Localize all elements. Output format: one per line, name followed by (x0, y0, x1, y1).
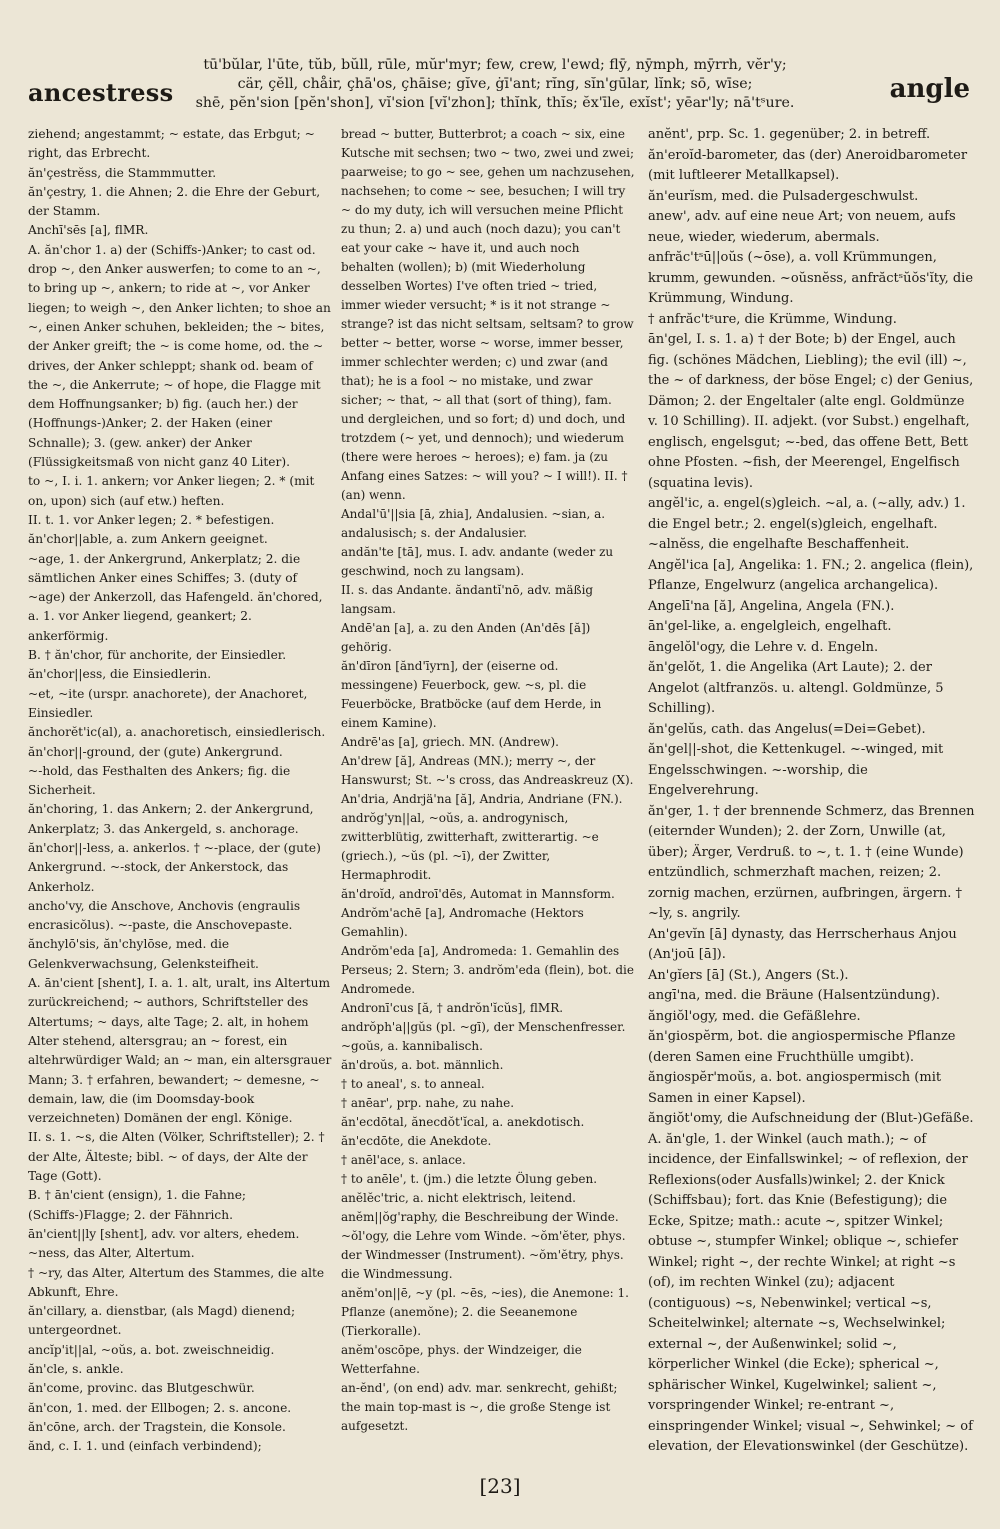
guide-word-left: ancestress (28, 78, 174, 107)
dictionary-entry: ăn'ecdōte, die Anekdote. (341, 1134, 492, 1148)
dictionary-entry: ān'gel-like, a. engelgleich, engelhaft. (648, 619, 892, 634)
dictionary-entry: ~et, ~ite (urspr. anachorete), der Anachoret, Einsiedler. (28, 686, 308, 720)
dictionary-entry: B. † ān'cient (ensign), 1. die Fahne; (Schiffs-)Flagge; 2. der Fähnrich. (28, 1188, 247, 1222)
dictionary-entry: A. ăn'chor 1. a) der (Schiffs-)Anker; to cast od. drop ~, den Anker auswerfen; to come to an ~, to bring up ~, ankern; to ride at ~, vor Anker liegen; to weigh ~, den Anker lichten; to shoe an ~, einen Anker schuhen, bekleiden; the ~ bites, der Anker greift; the ~ is come home, od. the ~ drives, der Anker schleppt; shank od. beam of the ~, die Ankerrute; ~ of hope, die Flagge mit dem Hoffnungsanker; b) fig. (auch her.) der (Hoffnungs-)Anker; 2. der Haken (einer Schnalle); 3. (gew. anker) der Anker (Flüssigkeitsmaß von nicht ganz 40 Liter). (28, 242, 331, 470)
dictionary-entry: ăn'ecdōtal, ănecdŏt'ĭcal, a. anekdotisch. (341, 1115, 585, 1129)
dictionary-entry: andăn'te [tā], mus. I. adv. andante (weder zu geschwind, noch zu langsam). (341, 545, 614, 578)
dictionary-entry: ān'cient||ly [shent], adv. vor alters, ehedem. ~ness, das Alter, Altertum. (28, 1226, 300, 1261)
dictionary-entry: anew', adv. auf eine neue Art; von neuem, aufs neue, wieder, wiederum, abermals. (648, 209, 956, 245)
dictionary-entry: ancĭp'it||al, ~oŭs, a. bot. zweischneidig. (28, 1342, 275, 1357)
dictionary-entry: ăn'chor||-less, a. ankerlos. † ~-place, der (gute) Ankergrund. ~-stock, der Ankerstock, das Ankerholz. (28, 840, 321, 894)
dictionary-entry: An'dria, Andrjä'na [ă], Andria, Andriane (FN.). (341, 792, 623, 806)
dictionary-entry: † to aneal', s. to anneal. (341, 1077, 485, 1091)
dictionary-entry: ăn'cōne, arch. der Tragstein, die Konsole. (28, 1419, 286, 1434)
dictionary-entry: Angelī'na [ă], Angelina, Angela (FN.). (648, 598, 895, 614)
dictionary-entry: ăn'chor||-ground, der (gute) Ankergrund. (28, 744, 283, 759)
dictionary-entry: angī'na, med. die Bräune (Halsentzündung). (648, 988, 941, 1003)
pronunciation-key-line-1: tū'bŭlar, l'ūte, tŭb, bŭll, rūle, mŭr'myr; few, crew, l'ewd; flȳ, nȳmph, mȳrrh, vĕr'y; (203, 57, 787, 73)
dictionary-entry: angĕl'ic, a. engel(s)gleich. ~al, a. (~ally, adv.) 1. die Engel betr.; 2. engel(s)gleich, engelhaft. ~alnĕss, die engelhafte Beschaffenheit. (648, 496, 966, 552)
dictionary-entry: † anēar', prp. nahe, zu nahe. (341, 1096, 515, 1110)
dictionary-entry: ancho'vy, die Anschove, Anchovis (engraulis encrasicŏlus). ~-paste, die Anschovepaste. (28, 898, 301, 933)
dictionary-entry: II. s. 1. ~s, die Alten (Völker, Schriftsteller); 2. † der Alte, Älteste; bibl. ~ of days, der Alte der Tage (Gott). (28, 1130, 325, 1184)
dictionary-entry: ăn'eurĭsm, med. die Pulsadergeschwulst. (648, 188, 919, 204)
dictionary-entry: An'gĭers [ā] (St.), Angers (St.). (648, 967, 849, 983)
dictionary-entry: ăngiŏt'omy, die Aufschneidung der (Blut-)Gefäße. (648, 1111, 974, 1126)
dictionary-entry: Andal'ū'||sia [ā, zhia], Andalusien. ~sian, a. andalusisch; s. der Andalusier. (341, 507, 606, 540)
dictionary-entry: ăn'con, 1. med. der Ellbogen; 2. s. ancone. (28, 1400, 292, 1415)
dictionary-entry: ăn'droŭs, a. bot. männlich. (341, 1058, 504, 1072)
dictionary-entry: bread ~ butter, Butterbrot; a coach ~ six, eine Kutsche mit sechsen; two ~ two, zwei und zwei; paarweise; to go ~ see, gehen um nachzusehen, nachsehen; to come ~ see, besuchen; I will try ~ do my duty, ich will versuchen meine Pflicht zu thun; 2. a) und auch (noch dazu); you can't eat your cake ~ have it, und auch noch behalten (wollen); b) (mit Wiederholung desselben Wortes) I've often tried ~ tried, immer wieder versucht; * is it not strange ~ strange? ist das nicht seltsam, seltsam? to grow better ~ better, worse ~ worse, immer besser, immer schlechter werden; c) und zwar (and that); he is a fool ~ no mistake, und zwar sicher; ~ that, ~ all that (sort of thing), fam. und dergleichen, und so fort; d) und doch, und trotzdem (~ yet, und dennoch); und wiederum (there were heroes ~ heroes); e) fam. ja (zu Anfang eines Satzes: ~ will you? ~ I will!). II. † (an) wenn. (341, 127, 635, 502)
dictionary-entry: ~age, 1. der Ankergrund, Ankerplatz; 2. die sämtlichen Anker eines Schiffes; 3. (duty of ~age) der Ankerzoll, das Hafengeld. ăn'chored, a. 1. vor Anker liegend, geankert; 2. ankerförmig. (28, 551, 323, 643)
dictionary-entry: anfrăc'tˢū||oŭs (~ōse), a. voll Krümmungen, krumm, gewunden. ~oŭsnĕss, anfrăctˢŭŏs'ĭty, die Krümmung, Windung. (648, 250, 974, 306)
pronunciation-key-line-3: shē, pĕn'sion [pĕn'shon], vĭ'sion [vĭ'zhon]; thĭnk, thĭs; ĕx'īle, exĭst'; yēar'ly; nā'tˢure. (195, 95, 795, 111)
dictionary-entry: ăn'gelŏt, 1. die Angelika (Art Laute); 2. der Angelot (altfranzös. u. altengl. Goldmünze, 5 Schilling). (648, 660, 944, 716)
dictionary-entry: A. ān'cient [shent], I. a. 1. alt, uralt, ins Altertum zurückreichend; ~ authors, Schriftsteller des Altertums; ~ days, alte Tage; 2. alt, in hohem Alter stehend, altersgrau; an ~ forest, ein altehrwürdiger Wald; an ~ man, ein altersgrauer Mann; 3. † erfahren, bewandert; ~ demesne, ~ demain, law, die (im Doomsday-book verzeichneten) Domänen der engl. Könige. (28, 976, 332, 1126)
pronunciation-key-line-2: cär, çĕll, chåir, çhā'os, çhāise; gĭve, ġī'ant; rĭng, sĭn'gūlar, lĭnk; sō, wīse; (237, 76, 753, 92)
dictionary-entry: An'gevĭn [ā] dynasty, das Herrscherhaus Anjou (An'joū [ā]). (648, 926, 957, 962)
dictionary-entry: andrŏph'a||gŭs (pl. ~gī), der Menschenfresser. ~goŭs, a. kannibalisch. (341, 1020, 626, 1053)
dictionary-entry: ăngiospĕr'moŭs, a. bot. angiospermisch (mit Samen in einer Kapsel). (648, 1070, 942, 1106)
dictionary-entry: Andronī'cus [ă, † andrŏn'ĭcŭs], flMR. (341, 1001, 564, 1015)
dictionary-entry: ăn'çestry, 1. die Ahnen; 2. die Ehre der Geburt, der Stamm. (28, 184, 321, 219)
dictionary-entry: ănchorĕt'ic(al), a. anachoretisch, einsiedlerisch. (28, 725, 326, 740)
dictionary-entry: ăn'come, provinc. das Blutgeschwür. (28, 1381, 255, 1396)
dictionary-entry: † to anēle', t. (jm.) die letzte Ölung geben. (341, 1172, 598, 1186)
dictionary-entry: anĕnt', prp. Sc. 1. gegenüber; 2. in betreff. (648, 127, 931, 142)
dictionary-entry: ziehend; angestammt; ~ estate, das Erbgut; ~ right, das Erbrecht. (28, 127, 315, 161)
dictionary-column-1 (28, 125, 334, 1456)
dictionary-entry: ăn'choring, 1. das Ankern; 2. der Ankergrund, Ankerplatz; 3. das Ankergeld, s. anchorage. (28, 802, 314, 836)
dictionary-entry: † anfrăc'tˢure, die Krümme, Windung. (648, 311, 897, 327)
dictionary-entry: A. ăn'gle, 1. der Winkel (auch math.); ~ of incidence, der Einfallswinkel; ~ of reflexion, der Reflexions(oder Ausfalls)winkel; 2. der Knick (Schiffsbau); fort. das Knie (Befestigung); die Ecke, Spitze; math.: acute ~, spitzer Winkel; obtuse ~, stumpfer Winkel; oblique ~, schiefer Winkel; right ~, der rechte Winkel; at right ~s (of), im rechten Winkel (zu); adjacent (contiguous) ~s, Nebenwinkel; vertical ~s, Scheitelwinkel; alternate ~s, Wechselwinkel; external ~, der Außenwinkel; solid ~, körperlicher Winkel (die Ecke); spherical ~, sphärischer Winkel, Kugelwinkel; salient ~, vorspringender Winkel; re-entrant ~, einspringender Winkel; visual ~, Sehwinkel; ~ of elevation, der Elevationswinkel (der Geschütze). (648, 1131, 973, 1454)
dictionary-entry: II. s. das Andante. ăndantĭ'nō, adv. mäßig langsam. (341, 583, 594, 616)
dictionary-column-3 (648, 125, 978, 1458)
dictionary-entry: andrŏg'yn||al, ~oŭs, a. androgynisch, zwitterblütig, zwitterhaft, zwitterartig. ~e (griech.), ~ŭs (pl. ~ī), der Zwitter, Hermaphrodit. (341, 811, 599, 882)
dictionary-entry: āngelŏl'ogy, die Lehre v. d. Engeln. (648, 639, 879, 655)
dictionary-entry: ăn'giospĕrm, bot. die angiospermische Pflanze (deren Samen eine Fruchthülle umgibt). (648, 1029, 956, 1065)
dictionary-entry: ăn'gelŭs, cath. das Angelus(=Dei=Gebet). (648, 721, 926, 737)
dictionary-entry: Angĕl'ica [a], Angelika: 1. FN.; 2. angelica (flein), Pflanze, Engelwurz (angelica archangelica). (648, 557, 974, 593)
dictionary-entry: anĕm'oscōpe, phys. der Windzeiger, die Wetterfahne. (341, 1343, 582, 1376)
dictionary-entry: ăn'gel||-shot, die Kettenkugel. ~-winged, mit Engelsschwingen. ~-worship, die Engelverehrung. (648, 742, 944, 798)
guide-word-right: angle (889, 74, 970, 104)
dictionary-column-2 (341, 125, 635, 1436)
dictionary-entry: Andrŏm'achē [a], Andromache (Hektors Gemahlin). (341, 906, 584, 939)
dictionary-entry: II. t. 1. vor Anker legen; 2. * befestigen. (28, 512, 275, 527)
dictionary-entry: ăn'dīron [ănd'īyrn], der (eiserne od. messingene) Feuerbock, gew. ~s, pl. die Feuerböcke, Bratböcke (auf dem Herde, in einem Kamine). (341, 659, 602, 730)
dictionary-entry: ăn'ger, 1. † der brennende Schmerz, das Brennen (eiternder Wunden); 2. der Zorn, Unwille (at, über); Ärger, Verdruß. to ~, t. 1. † (eine Wunde) entzündlich, schmerzhaft machen, reizen; 2. zornig machen, erzürnen, aufbringen, ärgern. † ~ly, s. angrily. (648, 803, 975, 921)
page-header (0, 0, 1000, 120)
dictionary-entry: † anēl'ace, s. anlace. (341, 1153, 466, 1167)
dictionary-entry: ăn'droĭd, androī'dēs, Automat in Mannsform. (341, 887, 615, 901)
dictionary-entry: ~-hold, das Festhalten des Ankers; fig. die Sicherheit. (28, 763, 291, 798)
dictionary-entry: Andrŏm'eda [a], Andromeda: 1. Gemahlin des Perseus; 2. Stern; 3. andrŏm'eda (flein), bot. die Andromede. (341, 944, 634, 996)
dictionary-entry: † ~ry, das Alter, Altertum des Stammes, die alte Abkunft, Ehre. (28, 1265, 325, 1299)
dictionary-entry: ăn'çestrĕss, die Stammmutter. (28, 165, 217, 180)
dictionary-entry: Anchī'sēs [a], flMR. (28, 223, 149, 238)
dictionary-entry: an-ĕnd', (on end) adv. mar. senkrecht, gehißt; the main top-mast is ~, die große Stenge ist aufgesetzt. (341, 1381, 618, 1433)
dictionary-entry: ăn'chor||able, a. zum Ankern geeignet. (28, 532, 268, 547)
dictionary-entry: Andrē'as [a], griech. MN. (Andrew). (341, 735, 559, 749)
dictionary-entry: ăngiŏl'ogy, med. die Gefäßlehre. (648, 1008, 861, 1024)
dictionary-entry: ănd, c. I. 1. und (einfach verbindend); (28, 1439, 262, 1454)
dictionary-entry: anĕm'on||ē, ~y (pl. ~ēs, ~ies), die Anemone: 1. Pflanze (anemŏne); 2. die Seeanemone (Tierkoralle). (341, 1286, 629, 1338)
dictionary-entry: to ~, I. i. 1. ankern; vor Anker liegen; 2. * (mit on, upon) sich (auf etw.) heften. (28, 474, 315, 508)
dictionary-entry: ăn'cillary, a. dienstbar, (als Magd) dienend; untergeordnet. (28, 1304, 296, 1338)
dictionary-entry: ăn'eroĭd-barometer, das (der) Aneroidbarometer (mit luftleerer Metallkapsel). (648, 147, 968, 183)
dictionary-entry: B. † ăn'chor, für anchorite, der Einsiedler. ăn'chor||ess, die Einsiedlerin. (28, 648, 287, 682)
dictionary-entry: ăn'cle, s. ankle. (28, 1362, 124, 1376)
dictionary-entry: anĕm||ŏg'raphy, die Beschreibung der Winde. ~ŏl'ogy, die Lehre vom Winde. ~ŏm'ĕter, phys. der Windmesser (Instrument). ~ŏm'ĕtry, phys. die Windmessung. (341, 1210, 626, 1281)
dictionary-entry: An'drew [ă], Andreas (MN.); merry ~, der Hanswurst; St. ~'s cross, das Andreaskreuz (X). (341, 754, 634, 787)
dictionary-entry: ān'gel, I. s. 1. a) † der Bote; b) der Engel, auch fig. (schönes Mädchen, Liebling); the evil (ill) ~, the ~ of darkness, der böse Engel; c) der Genius, Dämon; 2. der Engeltaler (alte engl. Goldmünze v. 10 Schilling). II. adjekt. (vor Subst.) engelhaft, englisch, engelsgut; ~-bed, das offene Bett, Bett ohne Pfosten. ~fish, der Meerengel, Engelfisch (squatina levis). (648, 332, 974, 491)
dictionary-entry: ănchylō'sis, ăn'chylōse, med. die Gelenkverwachsung, Gelenksteifheit. (28, 937, 259, 971)
dictionary-entry: anĕlĕc'tric, a. nicht elektrisch, leitend. (341, 1191, 576, 1205)
page-number: [23] (479, 1474, 521, 1498)
dictionary-entry: Andē'an [a], a. zu den Anden (An'dēs [ă]) gehörig. (341, 621, 591, 654)
